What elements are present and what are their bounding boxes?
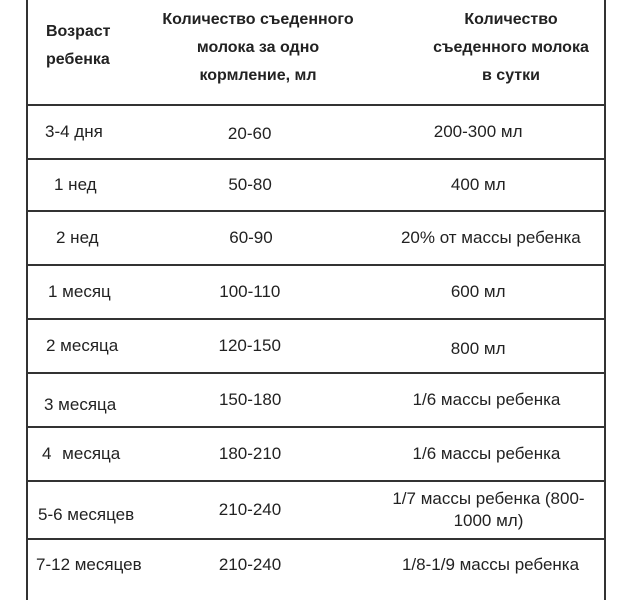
- header-per-feed-text: Количество съеденного молока за одно кормление, мл: [162, 11, 354, 84]
- cell-age: [28, 482, 167, 538]
- table-row: [28, 540, 604, 590]
- table-row: [28, 266, 604, 318]
- cell-per-feed: [167, 540, 333, 590]
- cell-per-feed-text: 120-150: [218, 336, 281, 355]
- cell-per-day-text: 20% от массы ребенка: [400, 228, 581, 247]
- cell-per-day-text: 1/7 массы ребенка (800-1000 мл): [392, 489, 585, 530]
- cell-per-day: [377, 540, 604, 590]
- cell-per-feed: [167, 106, 332, 158]
- cell-age-text: 3-4 дня: [45, 122, 103, 141]
- cell-per-feed: [167, 320, 332, 372]
- cell-per-day: [377, 160, 604, 210]
- header-per-day: [358, 0, 604, 104]
- cell-per-day-text: 1/6 массы ребенка: [412, 444, 561, 463]
- cell-per-feed-text: 20-60: [227, 124, 272, 143]
- table-row: [28, 428, 604, 480]
- cell-age: [28, 106, 167, 158]
- table-row: [28, 160, 604, 210]
- cell-per-day: [378, 212, 604, 264]
- cell-per-feed-text: 50-80: [228, 175, 272, 194]
- cell-per-feed-text: 180-210: [218, 444, 282, 463]
- cell-age: [28, 266, 167, 318]
- cell-per-day: [377, 428, 604, 480]
- table-row: [28, 212, 604, 264]
- cell-age-text: 7-12 месяцев: [36, 555, 142, 574]
- cell-per-feed: [167, 266, 332, 318]
- cell-per-day: [377, 374, 604, 426]
- cell-per-feed-text: 60-90: [229, 228, 273, 247]
- cell-age: [28, 160, 168, 210]
- cell-per-day: [377, 482, 604, 538]
- header-age: [28, 0, 178, 104]
- cell-per-day-text: 1/6 массы ребенка: [412, 390, 561, 409]
- table-row: [28, 106, 604, 158]
- cell-age: [28, 320, 167, 372]
- table-row: [28, 374, 604, 426]
- feeding-table: [26, 0, 606, 600]
- cell-age-text: 3 месяца: [44, 395, 117, 414]
- cell-age-text: 2 нед: [56, 228, 99, 247]
- cell-per-day-text: 400 мл: [450, 175, 506, 194]
- cell-age-text: 5-6 месяцев: [38, 505, 135, 524]
- cell-age: [28, 374, 167, 426]
- cell-per-feed-text: 100-110: [219, 282, 281, 301]
- cell-per-day: [376, 266, 604, 318]
- cell-age-text: 1 месяц: [48, 282, 111, 301]
- header-per-day-text: Количество съеденного молока в сутки: [433, 11, 589, 84]
- cell-per-feed: [168, 160, 333, 210]
- table-row: [28, 320, 604, 372]
- table-row: [28, 482, 604, 538]
- cell-per-feed-text: 150-180: [218, 390, 282, 409]
- cell-per-day-text: 1/8-1/9 массы ребенка: [401, 555, 580, 574]
- cell-per-feed-text: 210-240: [218, 500, 282, 519]
- header-per-feed: [162, 0, 358, 104]
- cell-per-day: [376, 106, 604, 158]
- cell-per-feed: [167, 482, 333, 538]
- cell-age: [28, 540, 167, 590]
- header-age-text: Возраст ребенка: [46, 23, 111, 68]
- cell-per-day-text: 600 мл: [450, 282, 506, 301]
- cell-per-day-text: 200-300 мл: [433, 122, 523, 141]
- cell-per-feed: [168, 212, 334, 264]
- cell-per-feed-text: 210-240: [218, 555, 282, 574]
- cell-age-text: 2 месяца: [46, 336, 119, 355]
- cell-age-text: 4 месяца: [42, 444, 121, 463]
- cell-per-day: [376, 320, 604, 372]
- table-header: [28, 0, 604, 106]
- cell-age: [28, 212, 168, 264]
- cell-per-feed: [167, 428, 333, 480]
- cell-per-day-text: 800 мл: [450, 339, 506, 358]
- cell-age: [28, 428, 167, 480]
- cell-age-text: 1 нед: [54, 175, 97, 194]
- cell-per-feed: [167, 374, 333, 426]
